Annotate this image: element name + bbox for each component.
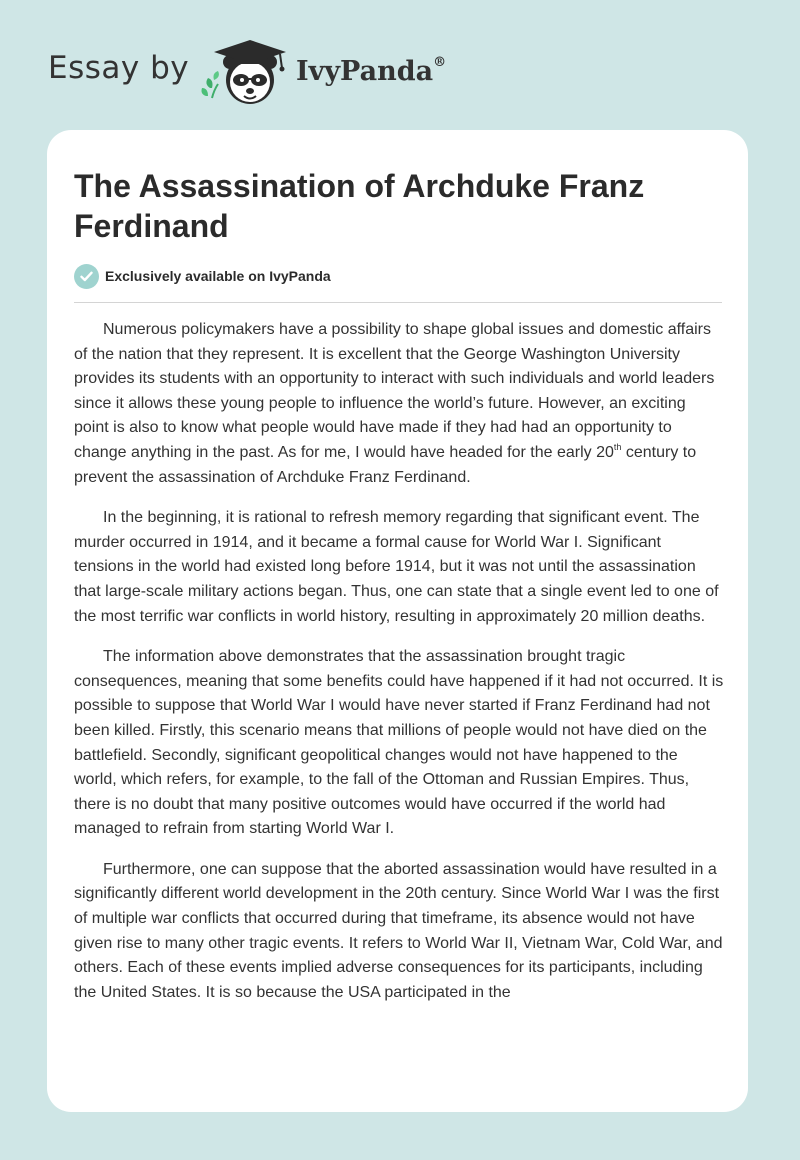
divider (74, 302, 722, 303)
essay-body (74, 318, 724, 1021)
registered-mark: ® (433, 55, 447, 70)
paragraph-1-end: century to prevent the assassination of Archduke Franz Ferdinand. (74, 443, 697, 486)
paragraph-3: The information above demonstrates that the assassination brought tragic consequences, meaning that some benefits could have happened if it had not occurred. It is possible to suppose that World War I would have never started if Franz Ferdinand had not been killed. Firstly, this scenario means that millions of people would not have died on the battlefield. Secondly, significant geopolitical changes would not have happened to the world, which refers, for example, to the fall of the Ottoman and Russian Empires. Thus, there is no doubt that many positive outcomes would have occurred if the world had managed to refrain from starting World War I. (74, 648, 724, 838)
brand-name[interactable] (296, 56, 446, 87)
ivy-leaf-icon (202, 71, 219, 98)
ordinal-superscript: th (613, 441, 622, 452)
exclusive-badge (74, 263, 331, 289)
essay-title: The Assassination of Archduke Franz Ferdinand (74, 168, 645, 244)
essay-card (47, 130, 748, 1112)
brand-text: IvyPanda (296, 56, 434, 87)
check-circle-icon (74, 264, 99, 289)
site-header (0, 0, 800, 130)
paragraph-1-text: Numerous policymakers have a possibility to shape global issues and domestic affairs of the nation that they represent. It is excellent that the George Washington University provides its students with an opportunity to interact with such individuals and world leaders since it allows these young people to influence the world’s future. However, an exciting point is also to know what people would have made if they had had an opportunity to change anything in the past. As for me, I would have headed for the early 20 (74, 321, 715, 461)
paragraph-4: Furthermore, one can suppose that the aborted assassination would have resulted in a significantly different world development in the 20th century. Since World War I was the first of multiple war conflicts that occurred during that timeframe, its absence would not have given rise to many other tragic events. It refers to World War II, Vietnam War, Cold War, and others. Each of these events implied adverse consequences for its participants, including the United States. It is so because the USA participated in the (74, 860, 723, 1001)
panda-logo-icon[interactable] (200, 36, 292, 110)
paragraph-1 (74, 318, 724, 490)
essay-by-label: Essay by (48, 50, 190, 86)
paragraph-2: In the beginning, it is rational to refresh memory regarding that significant event. The murder occurred in 1914, and it became a formal cause for World War I. Significant tensions in the world had existed long before 1914, but it was not until the assassination that large-scale military actions began. Thus, one can state that a single event led to one of the most terrific war conflicts in world history, resulting in approximately 20 million deaths. (74, 509, 719, 625)
badge-label: Exclusively available on IvyPanda (105, 268, 331, 284)
